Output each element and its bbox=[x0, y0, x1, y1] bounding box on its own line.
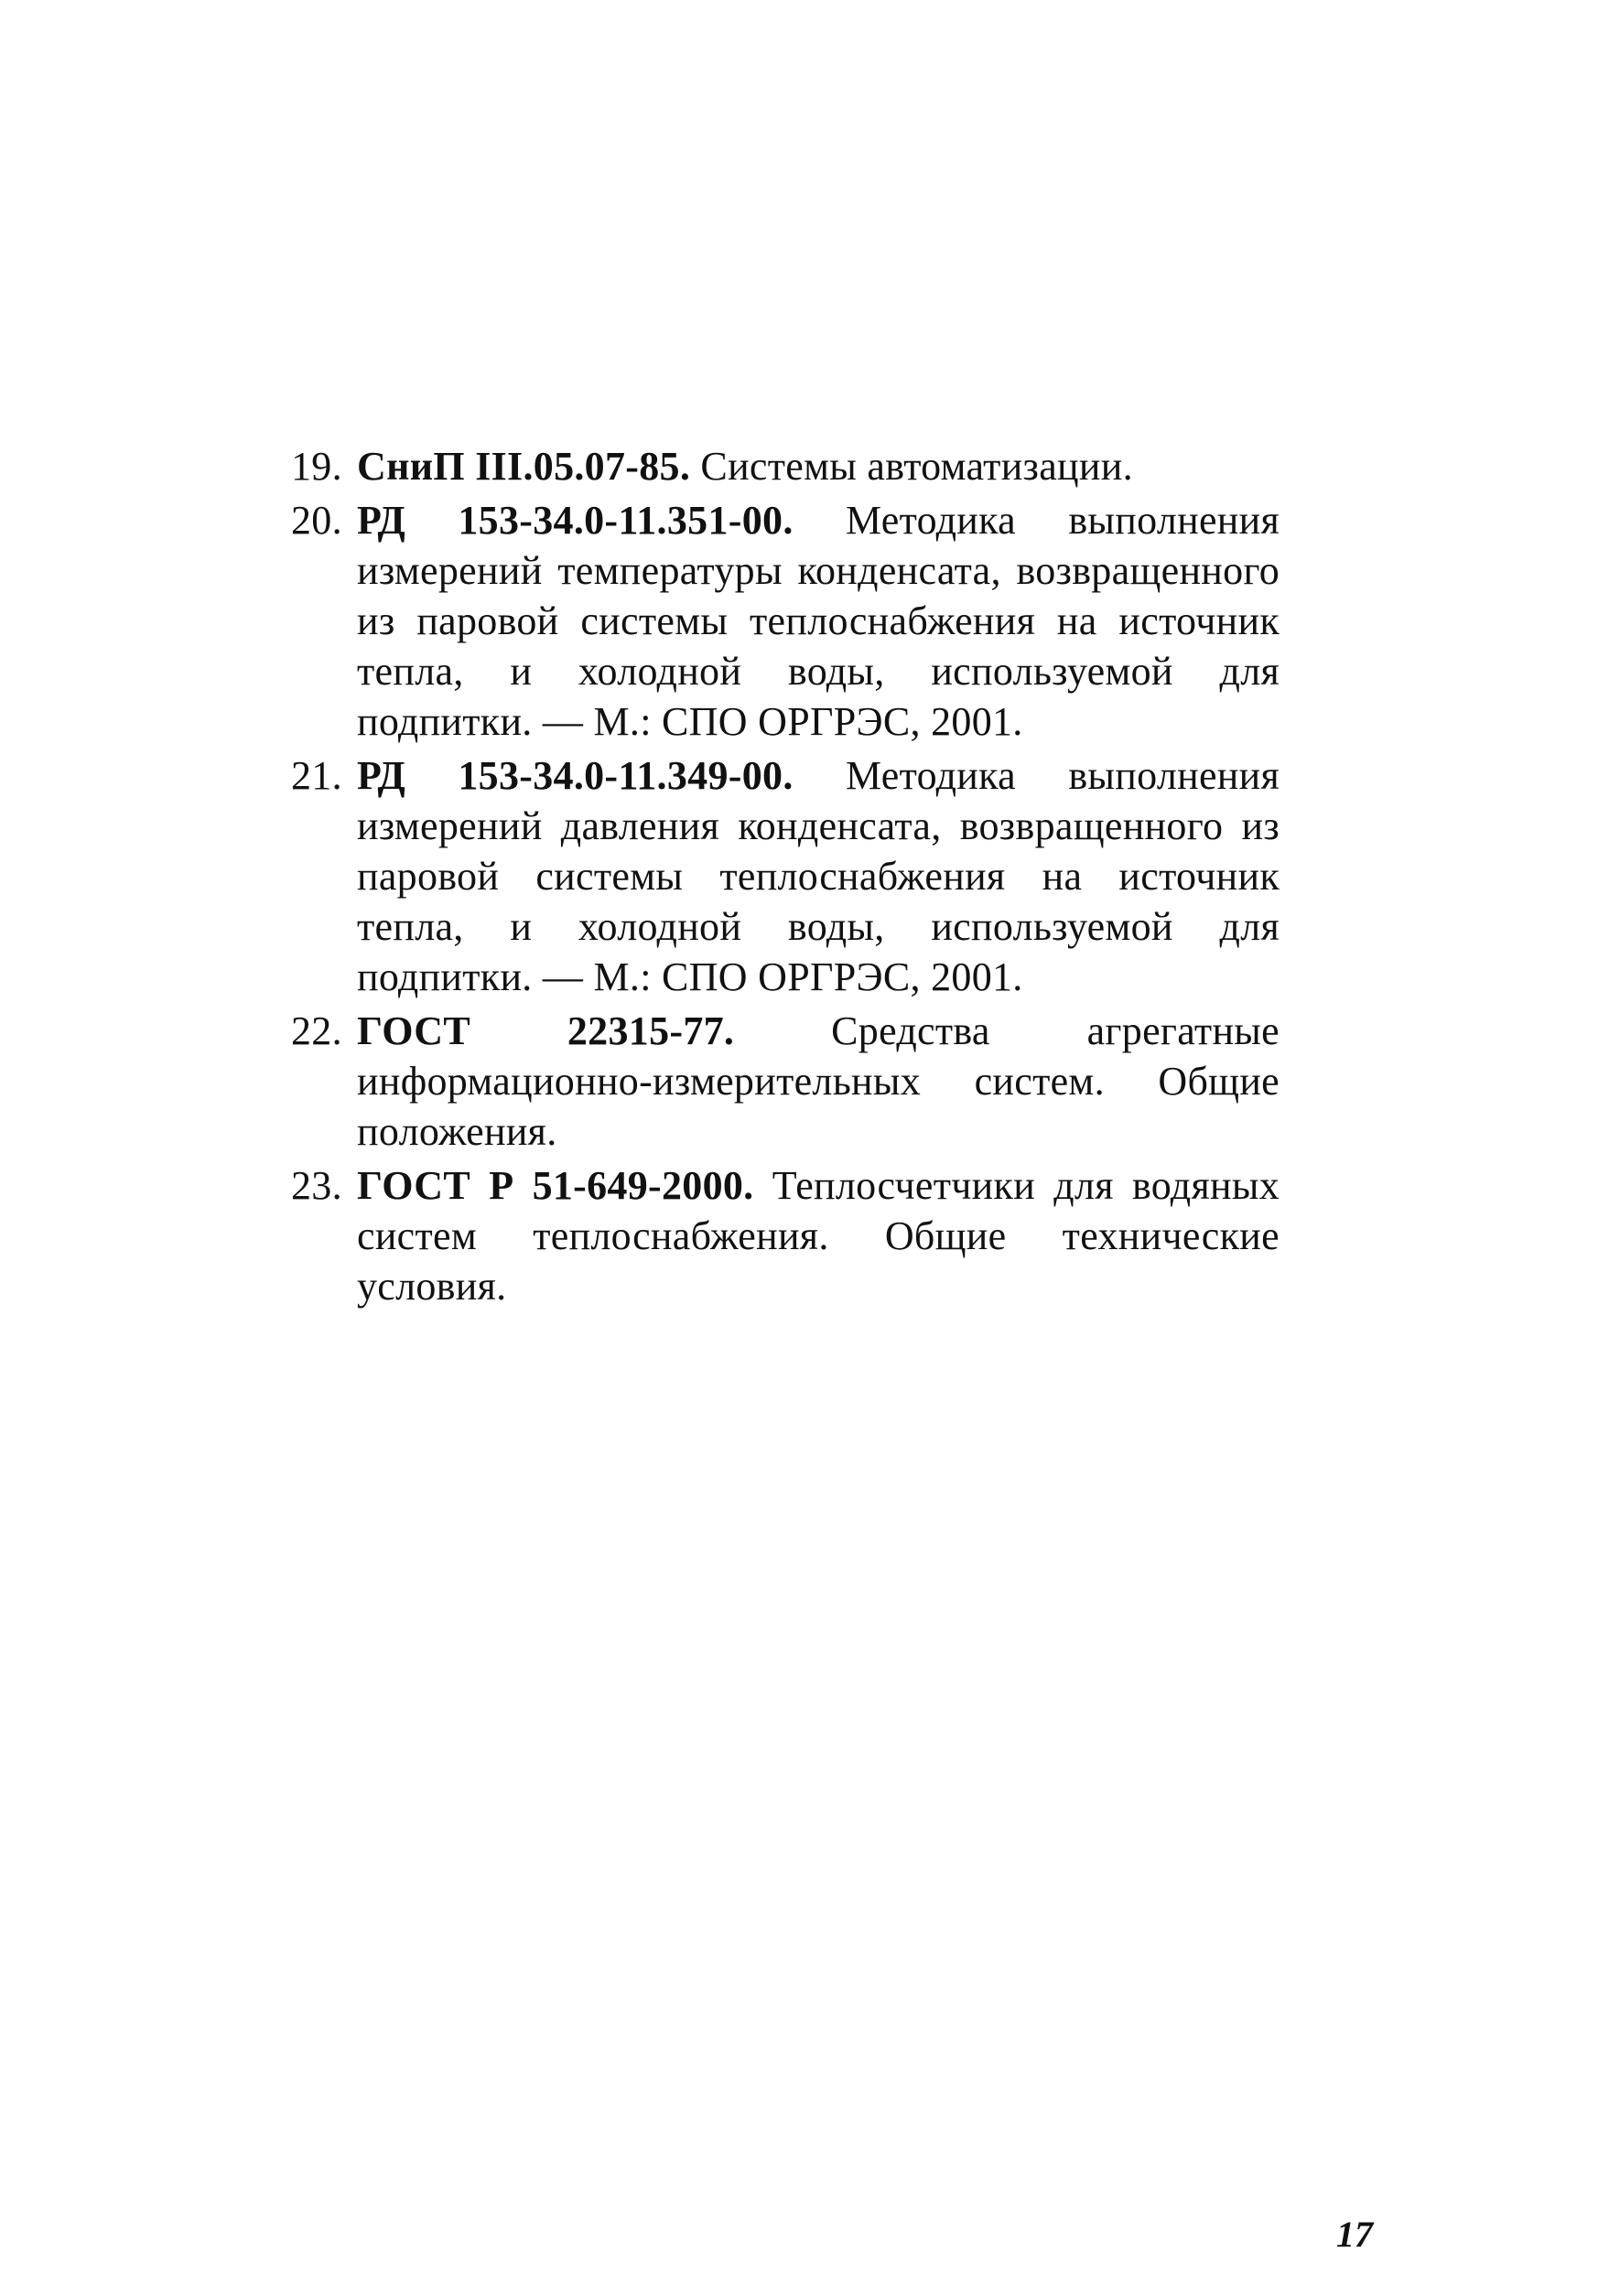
reference-code: СниП III.05.07-85. bbox=[357, 444, 691, 489]
reference-number: 19. bbox=[291, 444, 342, 489]
reference-item-20 bbox=[291, 495, 1280, 747]
reference-list bbox=[291, 441, 1280, 1315]
reference-code: РД 153-34.0-11.351-00. bbox=[357, 498, 794, 543]
reference-text: Методика выполнения измерений температуры конденсата, возвращенного из паровой системы теплоснабжения на источник тепла, и холодной воды, используемой для подпитки. — М.: СПО ОРГРЭС, 2001. bbox=[357, 498, 1280, 744]
reference-number: 20. bbox=[291, 498, 342, 543]
reference-item-21 bbox=[291, 750, 1280, 1002]
reference-text: Системы автоматизации. bbox=[690, 444, 1133, 489]
reference-item-22 bbox=[291, 1006, 1280, 1157]
page-number: 17 bbox=[1336, 2214, 1373, 2255]
reference-code: ГОСТ Р 51-649-2000. bbox=[357, 1163, 754, 1208]
reference-text: Теплосчетчики для водяных систем теплоснабжения. Общие технические условия. bbox=[357, 1163, 1280, 1309]
reference-text: Методика выполнения измерений давления конденсата, возвращенного из паровой системы теплоснабжения на источник тепла, и холодной воды, используемой для подпитки. — М.: СПО ОРГРЭС, 2001. bbox=[357, 753, 1280, 999]
reference-number: 22. bbox=[291, 1008, 342, 1053]
reference-text: Средства агрегатные информационно-измерительных систем. Общие положения. bbox=[357, 1008, 1280, 1154]
reference-number: 21. bbox=[291, 753, 342, 798]
reference-item-23 bbox=[291, 1160, 1280, 1311]
reference-item-19 bbox=[291, 441, 1280, 491]
reference-code: ГОСТ 22315-77. bbox=[357, 1008, 735, 1053]
reference-code: РД 153-34.0-11.349-00. bbox=[357, 753, 794, 798]
reference-number: 23. bbox=[291, 1163, 342, 1208]
